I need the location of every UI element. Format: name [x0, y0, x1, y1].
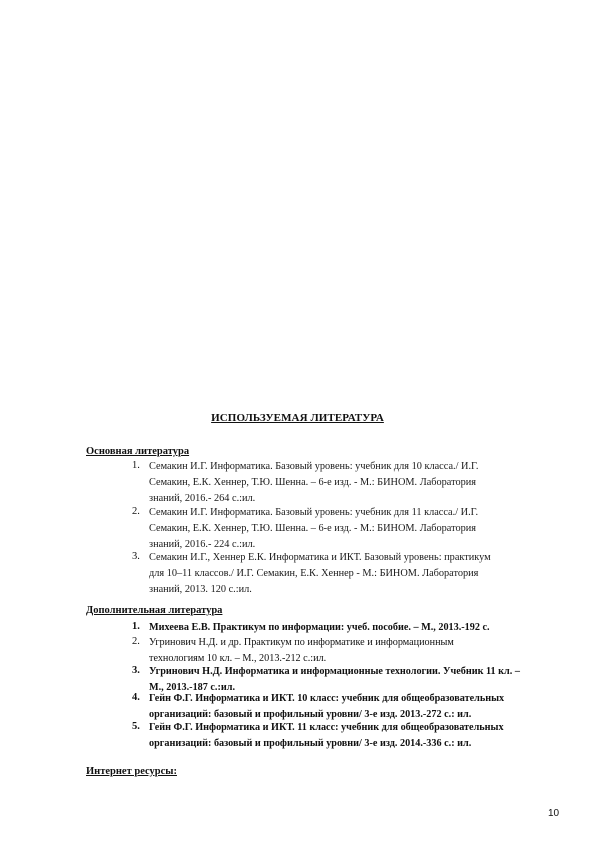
list-item-line: организаций: базовый и профильный уровни/ 3-е изд. 2013.-272 с.: ил.	[149, 709, 472, 720]
list-item-number: 3.	[132, 665, 140, 676]
list-item-line: для 10–11 классов./ И.Г. Семакин, Е.К. Хеннер - М.: БИНОМ. Лаборатория	[149, 568, 479, 579]
list-item-line: знаний, 2013. 120 с.:ил.	[149, 584, 252, 595]
page-number: 10	[548, 808, 560, 819]
list-item-line: Угринович Н.Д. Информатика и информационные технологии. Учебник 11 кл. –	[149, 666, 520, 677]
list-item-line: Семакин, Е.К. Хеннер, Т.Ю. Шенна. – 6-е изд. - М.: БИНОМ. Лаборатория	[149, 477, 477, 488]
list-item-number: 2.	[132, 506, 140, 517]
list-item-number: 4.	[132, 692, 140, 703]
list-item-line: технологиям 10 кл. – М., 2013.-212 с.:ил.	[149, 653, 327, 664]
internet-resources-heading: Интернет ресурсы:	[86, 766, 177, 777]
list-item-line: знаний, 2016.- 264 с.:ил.	[149, 493, 256, 504]
list-item-line: Гейн Ф.Г. Информатика и ИКТ. 11 класс: учебник для общеобразовательных	[149, 722, 504, 733]
list-item-line: Угринович Н.Д. и др. Практикум по информатике и информационным	[149, 637, 454, 648]
list-item-line: организаций: базовый и профильный уровни/ 3-е изд. 2014.-336 с.: ил.	[149, 738, 472, 749]
page-title: ИСПОЛЬЗУЕМАЯ ЛИТЕРАТУРА	[211, 412, 384, 424]
list-item-line: Семакин, Е.К. Хеннер, Т.Ю. Шенна. – 6-е изд. - М.: БИНОМ. Лаборатория	[149, 523, 477, 534]
list-item-line: Михеева Е.В. Практикум по информации: учеб. пособие. – М., 2013.-192 с.	[149, 622, 490, 633]
list-item-number: 1.	[132, 621, 140, 632]
list-item-line: Семакин И.Г., Хеннер Е.К. Информатика и ИКТ. Базовый уровень: практикум	[149, 552, 491, 563]
list-item-line: Семакин И.Г. Информатика. Базовый уровень: учебник для 11 класса./ И.Г.	[149, 507, 479, 518]
list-item-number: 5.	[132, 721, 140, 732]
list-item-line: знаний, 2016.- 224 с.:ил.	[149, 539, 256, 550]
list-item-line: Гейн Ф.Г. Информатика и ИКТ. 10 класс: учебник для общеобразовательных	[149, 693, 505, 704]
main-literature-heading: Основная литература	[86, 446, 190, 457]
list-item-number: 3.	[132, 551, 140, 562]
list-item-number: 1.	[132, 460, 140, 471]
list-item-line: М., 2013.-187 с.:ил.	[149, 682, 235, 693]
list-item-number: 2.	[132, 636, 140, 647]
list-item-line: Семакин И.Г. Информатика. Базовый уровень: учебник для 10 класса./ И.Г.	[149, 461, 479, 472]
extra-literature-heading: Дополнительная литература	[86, 605, 223, 616]
